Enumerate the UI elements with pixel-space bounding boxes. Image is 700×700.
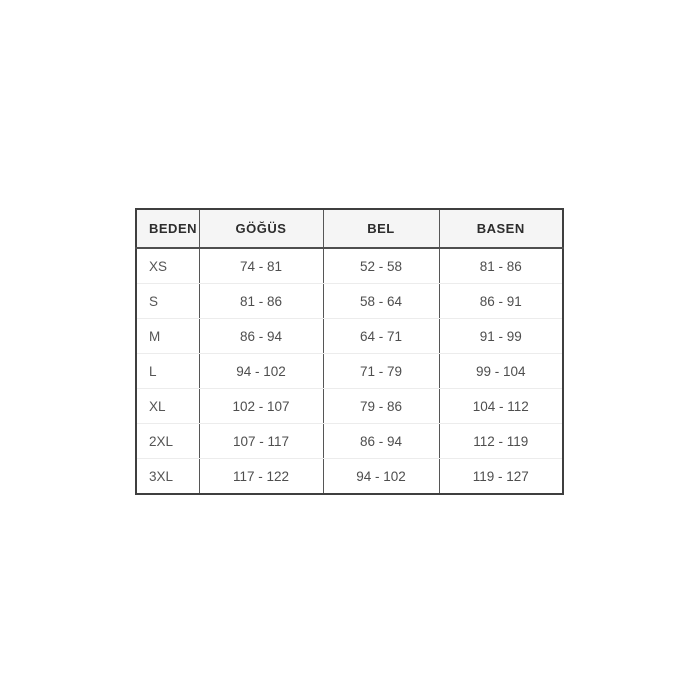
hip-cell: 91 - 99 [439, 319, 563, 354]
size-cell: 3XL [149, 468, 174, 484]
chest-cell: 94 - 102 [199, 354, 323, 389]
chest-cell: 81 - 86 [199, 284, 323, 319]
waist-cell: 64 - 71 [323, 319, 439, 354]
header-row [136, 209, 563, 248]
header-cell-bel: BEL [323, 209, 439, 248]
chest-cell: 86 - 94 [199, 319, 323, 354]
chest-cell: 107 - 117 [199, 424, 323, 459]
waist-cell: 52 - 58 [323, 248, 439, 284]
size-cell: XS [136, 248, 199, 284]
size-cell: L [136, 354, 199, 389]
waist-cell: 94 - 102 [323, 459, 439, 495]
hip-cell: 104 - 112 [439, 389, 563, 424]
hip-cell: 119 - 127 [439, 459, 563, 495]
size-cell: 2XL [136, 424, 199, 459]
hip-cell: 81 - 86 [439, 248, 563, 284]
size-cell: S [136, 284, 199, 319]
waist-cell: 71 - 79 [323, 354, 439, 389]
table-row [136, 248, 563, 284]
hip-cell: 99 - 104 [439, 354, 563, 389]
size-cell: XL [136, 389, 199, 424]
chest-cell: 74 - 81 [199, 248, 323, 284]
table-row [136, 459, 563, 495]
table-row [136, 354, 563, 389]
hip-cell: 112 - 119 [439, 424, 563, 459]
chest-cell: 102 - 107 [199, 389, 323, 424]
table-row [136, 424, 563, 459]
size-cell: M [136, 319, 199, 354]
waist-cell: 58 - 64 [323, 284, 439, 319]
header-cell-gogus: GÖĞÜS [199, 209, 323, 248]
header-cell-beden: BEDEN [136, 209, 199, 248]
size-chart-table [135, 208, 564, 495]
waist-cell: 79 - 86 [323, 389, 439, 424]
header-cell-basen: BASEN [439, 209, 563, 248]
hip-cell: 86 - 91 [439, 284, 563, 319]
table-row [136, 284, 563, 319]
table-row [136, 319, 563, 354]
waist-cell: 86 - 94 [323, 424, 439, 459]
chest-cell: 117 - 122 [199, 459, 323, 495]
table-row [136, 389, 563, 424]
